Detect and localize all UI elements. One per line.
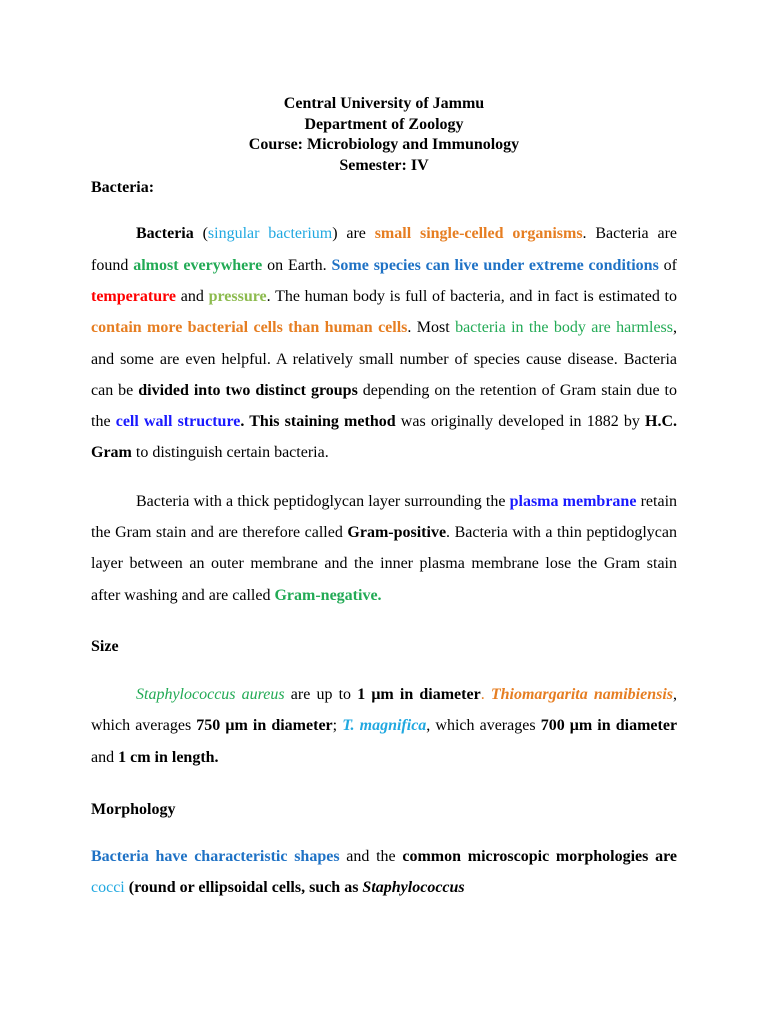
text-span: 1 cm in length. xyxy=(118,748,219,766)
text-span: ) are xyxy=(332,225,375,243)
size-paragraph xyxy=(91,679,677,773)
text-span: 1 μm in diameter xyxy=(357,685,481,703)
text-span: . Bacteria with a thin peptidoglycan layer between an outer membrane and the inner plasma membrane lose the Gram stain after washing and are called xyxy=(91,524,678,604)
size-heading: Size xyxy=(91,637,119,655)
text-span: divided into two distinct groups xyxy=(138,381,358,399)
semester-label: Semester: IV xyxy=(339,156,429,174)
text-span: Staphylococcus aureus xyxy=(136,685,285,703)
text-span: pressure xyxy=(208,287,267,305)
text-span: depending on the retention of Gram stain due to the xyxy=(91,381,677,431)
text-span: Bacteria have characteristic shapes xyxy=(91,847,340,865)
text-span: Some species can live under extreme conditions xyxy=(331,256,659,274)
text-span: retain the Gram stain and are therefore called xyxy=(91,492,678,542)
bacteria-paragraph xyxy=(91,218,677,468)
text-span: and xyxy=(91,748,119,766)
text-span: to distinguish certain bacteria. xyxy=(131,444,329,462)
text-span: . The human body is full of bacteria, and in fact is estimated to xyxy=(266,287,677,305)
text-span: plasma membrane xyxy=(509,492,637,510)
course-name: Course: Microbiology and Immunology xyxy=(248,136,520,154)
university-name: Central University of Jammu xyxy=(283,95,485,112)
text-span: of xyxy=(658,256,678,274)
morphology-paragraph xyxy=(91,841,677,904)
text-span: common microscopic morphologies are xyxy=(402,847,677,865)
text-span: , which averages xyxy=(426,717,541,735)
morphology-heading: Morphology xyxy=(91,800,176,818)
text-span: and xyxy=(176,287,209,305)
text-span: small single-celled organisms xyxy=(374,225,583,243)
text-span: Gram-positive xyxy=(347,524,447,542)
text-span: T. magnifica xyxy=(342,717,427,735)
text-span: Bacteria with a thick peptidoglycan layer surrounding the xyxy=(136,492,510,510)
text-span: . Bacteria are found xyxy=(91,225,677,274)
bacteria-heading: Bacteria: xyxy=(91,179,155,197)
text-span: contain more bacterial cells than human cells xyxy=(91,319,408,337)
text-span: and the xyxy=(339,847,403,865)
text-span: . This xyxy=(240,413,285,431)
text-span: cell wall structure xyxy=(115,413,241,431)
text-span: , which averages xyxy=(91,685,678,735)
text-span: . Most xyxy=(407,319,456,337)
text-span: staining method xyxy=(284,413,396,431)
text-span: 700 μm in diameter xyxy=(540,717,678,735)
text-span: ( xyxy=(193,225,208,243)
text-span: Bacteria xyxy=(136,225,194,243)
text-span: are up to xyxy=(284,685,358,703)
document-header xyxy=(91,94,677,176)
text-span: was originally developed in 1882 by xyxy=(395,413,646,431)
text-span: bacteria in the body are harmless xyxy=(455,319,674,337)
text-span: temperature xyxy=(91,287,176,305)
text-span: . xyxy=(480,685,491,703)
text-span: on Earth. xyxy=(262,256,332,274)
text-span: Thiomargarita namibiensis xyxy=(490,685,674,703)
text-span: H.C. Gram xyxy=(91,413,678,462)
text-span: ; xyxy=(332,717,343,735)
text-span: (round or ellipsoidal cells, such as xyxy=(124,879,363,897)
gram-stain-paragraph xyxy=(91,486,677,611)
text-span: cocci xyxy=(91,879,125,897)
text-span: Staphylococcus xyxy=(362,879,465,897)
text-span: , and some are even helpful. A relatively small number of species cause disease. Bacteria can be xyxy=(91,319,678,399)
text-span: almost everywhere xyxy=(133,256,263,274)
text-span: 750 μm in diameter xyxy=(196,717,333,735)
department-name: Department of Zoology xyxy=(304,115,464,133)
text-span: Gram-negative. xyxy=(274,586,382,604)
text-span: singular bacterium xyxy=(207,225,333,243)
